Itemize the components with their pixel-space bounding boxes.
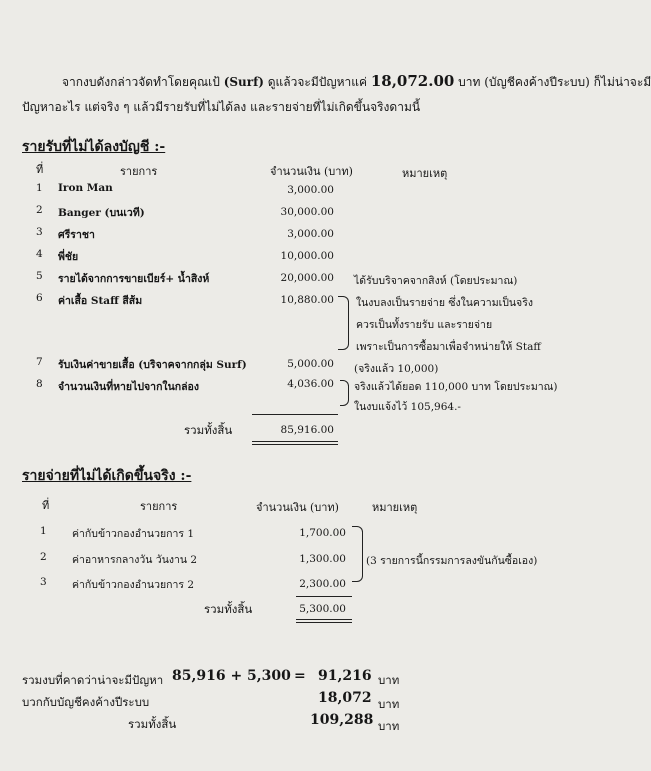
income-header-item: รายการ [120,165,158,178]
expense-row-item: ค่ากับข้าวกองอำนวยการ 1 [72,528,195,540]
income-row-amount: 5,000.00 [287,358,334,370]
intro-text-a: จากงบดังกล่าวจัดทำโดยคุณเป้ [62,75,224,89]
income-note-6-line-2: ควรเป็นทั้งรายรับ และรายจ่าย [356,319,493,331]
summary-unit-1: บาท [378,673,400,687]
income-row-amount: 3,000.00 [287,184,334,196]
summary-value-2: 18,072 [318,690,372,706]
income-row-amount: 3,000.00 [287,228,334,240]
income-row-item: พี่ชัย [58,251,79,263]
expense-row-amount: 1,700.00 [299,527,346,539]
expense-row-amount: 1,300.00 [299,553,346,565]
summary-unit-3: บาท [378,719,400,733]
intro-text-c: ดูแล้วจะมีปัญหาแค่ [263,75,371,89]
income-row-item: ค่าเสื้อ Staff สีส้ม [58,295,143,307]
income-header-note: หมายเหตุ [402,167,448,180]
total-rule [296,596,352,597]
intro-line-1 [62,72,651,92]
summary-calc: 85,916 + 5,300 [172,668,291,684]
expense-row-amount: 2,300.00 [299,578,346,590]
summary-equals: = [294,668,306,684]
intro-line-2: ปัญหาอะไร แต่จริง ๆ แล้วมีรายรับที่ไม่ได้ลง และรายจ่ายที่ไม่เกิดขึ้นจริงดามนี้ [22,100,421,114]
expense-row-no: 1 [40,525,47,537]
income-total-label: รวมทั้งสิ้น [184,423,233,437]
income-row-item: ศรีราชา [58,229,95,241]
intro-text-d: บาท (บัญชีคงค้างปีระบบ) ก็ไม่น่าจะมี [454,75,651,89]
income-row-no: 1 [36,182,43,194]
total-double-rule [296,619,352,620]
income-row-no: 7 [36,356,43,368]
income-title: รายรับที่ไม่ได้ลงบัญชี :- [22,139,166,155]
income-row-amount: 30,000.00 [280,206,334,218]
income-row-no: 6 [36,292,43,304]
income-header-no: ที่ [36,163,44,176]
summary-value-3: 109,288 [310,712,374,728]
expense-row-item: ค่ากับข้าวกองอำนวยการ 2 [72,579,195,591]
expense-header-item: รายการ [140,500,178,513]
summary-label-3: รวมทั้งสิ้น [128,717,177,731]
expense-header-no: ที่ [42,499,50,512]
expense-note: (3 รายการนี้กรรมการลงขันกันซื้อเอง) [366,555,538,567]
summary-label-1: รวมงบที่คาดว่าน่าจะมีปัญหา [22,673,164,687]
income-row-item: รายได้จากการขายเบียร์+ น้ำสิงห์ [58,273,210,285]
income-row-no: 2 [36,204,43,216]
income-row-amount: 4,036.00 [287,378,334,390]
income-note-6-line-1: ในงบลงเป็นรายจ่าย ซึ่งในความเป็นจริง [356,297,533,309]
intro-amount: 18,072.00 [370,72,455,90]
summary-label-2: บวกกับบัญชีคงค้างปีระบบ [22,695,150,709]
income-row-item: Iron Man [58,182,113,194]
income-note-8-line-2: ในงบแจ้งไว้ 105,964.- [354,401,461,413]
expense-header-amount: จำนวนเงิน (บาท) [256,501,339,514]
income-total: 85,916.00 [280,424,334,436]
intro-surf: (Surf) [223,75,264,89]
income-row-item: จำนวนเงินที่หายไปจากในกล่อง [58,381,199,393]
income-note-5: ได้รับบริจาคจากสิงห์ (โดยประมาณ) [354,275,518,287]
expense-total: 5,300.00 [299,603,346,615]
income-row-no: 3 [36,226,43,238]
total-rule [252,414,338,415]
expense-title: รายจ่ายที่ไม่ได้เกิดขึ้นจริง :- [22,468,192,484]
income-note-8-line-1: จริงแล้วได้ยอด 110,000 บาท โดยประมาณ) [354,381,558,393]
total-double-rule [252,444,338,445]
expense-row-no: 2 [40,551,47,563]
total-double-rule [296,622,352,623]
income-row-item: รับเงินค่าขายเสื้อ (บริจาคจากกลุ่ม Surf) [58,359,247,371]
income-note-6-line-3: เพราะเป็นการซื้อมาเพื่อจำหน่ายให้ Staff [356,341,541,353]
expense-total-label: รวมทั้งสิ้น [204,602,253,616]
summary-unit-2: บาท [378,697,400,711]
income-row-item: Banger (บนเวที) [58,207,145,219]
income-row-amount: 20,000.00 [280,272,334,284]
note-brace [352,526,363,582]
income-header-amount: จำนวนเงิน (บาท) [270,165,353,178]
note-brace [338,296,349,350]
income-note-7: (จริงแล้ว 10,000) [354,363,439,375]
income-row-no: 5 [36,270,43,282]
income-row-amount: 10,000.00 [280,250,334,262]
note-brace [340,380,349,406]
total-double-rule [252,441,338,442]
income-row-no: 4 [36,248,43,260]
income-row-no: 8 [36,378,43,390]
income-row-amount: 10,880.00 [280,294,334,306]
summary-value-1: 91,216 [318,668,372,684]
expense-row-no: 3 [40,576,47,588]
expense-row-item: ค่าอาหารกลางวัน วันงาน 2 [72,554,198,566]
expense-header-note: หมายเหตุ [372,501,418,514]
